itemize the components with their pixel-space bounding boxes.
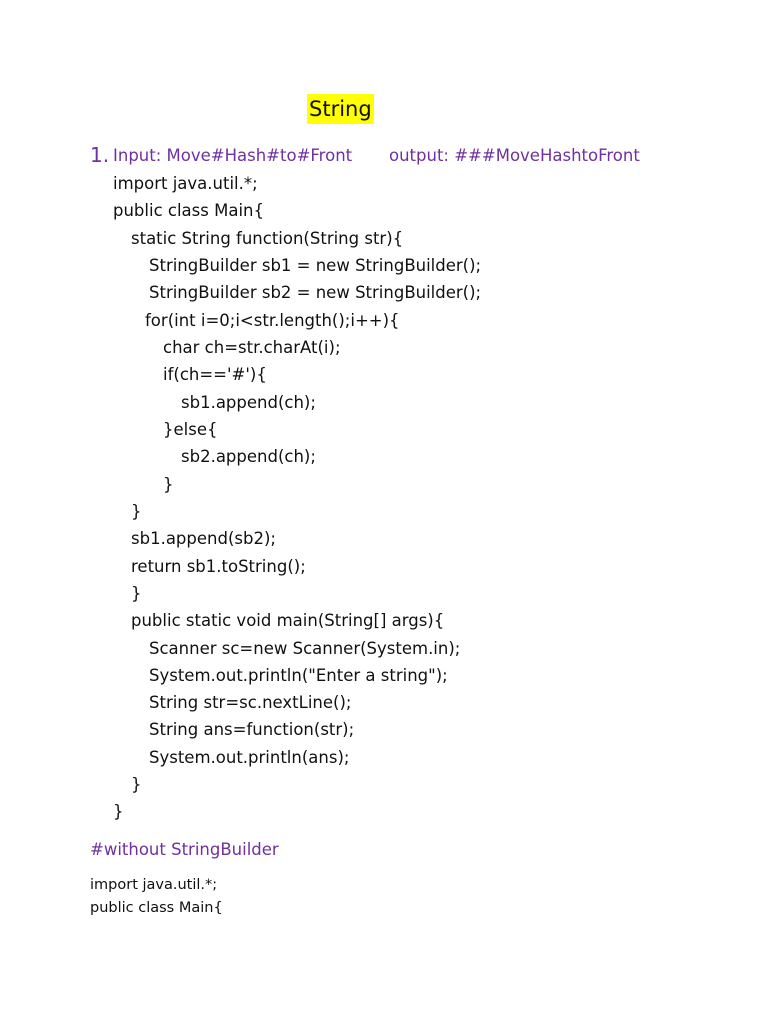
code-line: }: [163, 475, 174, 494]
code-line: StringBuilder sb1 = new StringBuilder();: [149, 256, 482, 275]
code-line: import java.util.*;: [113, 174, 258, 193]
code-line: public static void main(String[] args){: [131, 611, 445, 630]
code-line: static String function(String str){: [131, 229, 404, 248]
code-line: }: [131, 502, 142, 521]
code-line: sb2.append(ch);: [181, 447, 316, 466]
code-line: System.out.println("Enter a string");: [149, 666, 448, 685]
page-title: String: [307, 94, 374, 124]
section-heading: #without StringBuilder: [90, 840, 279, 859]
code-line: }else{: [163, 420, 218, 439]
code-line: if(ch=='#'){: [163, 365, 267, 384]
code-line: System.out.println(ans);: [149, 748, 350, 767]
problem-input: Input: Move#Hash#to#Front: [113, 146, 353, 165]
code-line: sb1.append(ch);: [181, 393, 316, 412]
code-line: public class Main{: [90, 900, 223, 916]
code-line: import java.util.*;: [90, 877, 218, 893]
code-line: StringBuilder sb2 = new StringBuilder();: [149, 283, 482, 302]
code-line: Scanner sc=new Scanner(System.in);: [149, 639, 461, 658]
code-line: char ch=str.charAt(i);: [163, 338, 341, 357]
code-line: sb1.append(sb2);: [131, 529, 276, 548]
code-line: return sb1.toString();: [131, 557, 306, 576]
problem-number: 1.: [90, 143, 110, 167]
code-line: }: [113, 802, 124, 821]
problem-output: output: ###MoveHashtoFront: [389, 146, 640, 165]
code-line: }: [131, 775, 142, 794]
problem-statement: [90, 141, 750, 169]
code-line: }: [131, 584, 142, 603]
code-line: String ans=function(str);: [149, 720, 355, 739]
code-line: public class Main{: [113, 201, 264, 220]
code-line: String str=sc.nextLine();: [149, 693, 352, 712]
code-line: for(int i=0;i<str.length();i++){: [145, 311, 400, 330]
